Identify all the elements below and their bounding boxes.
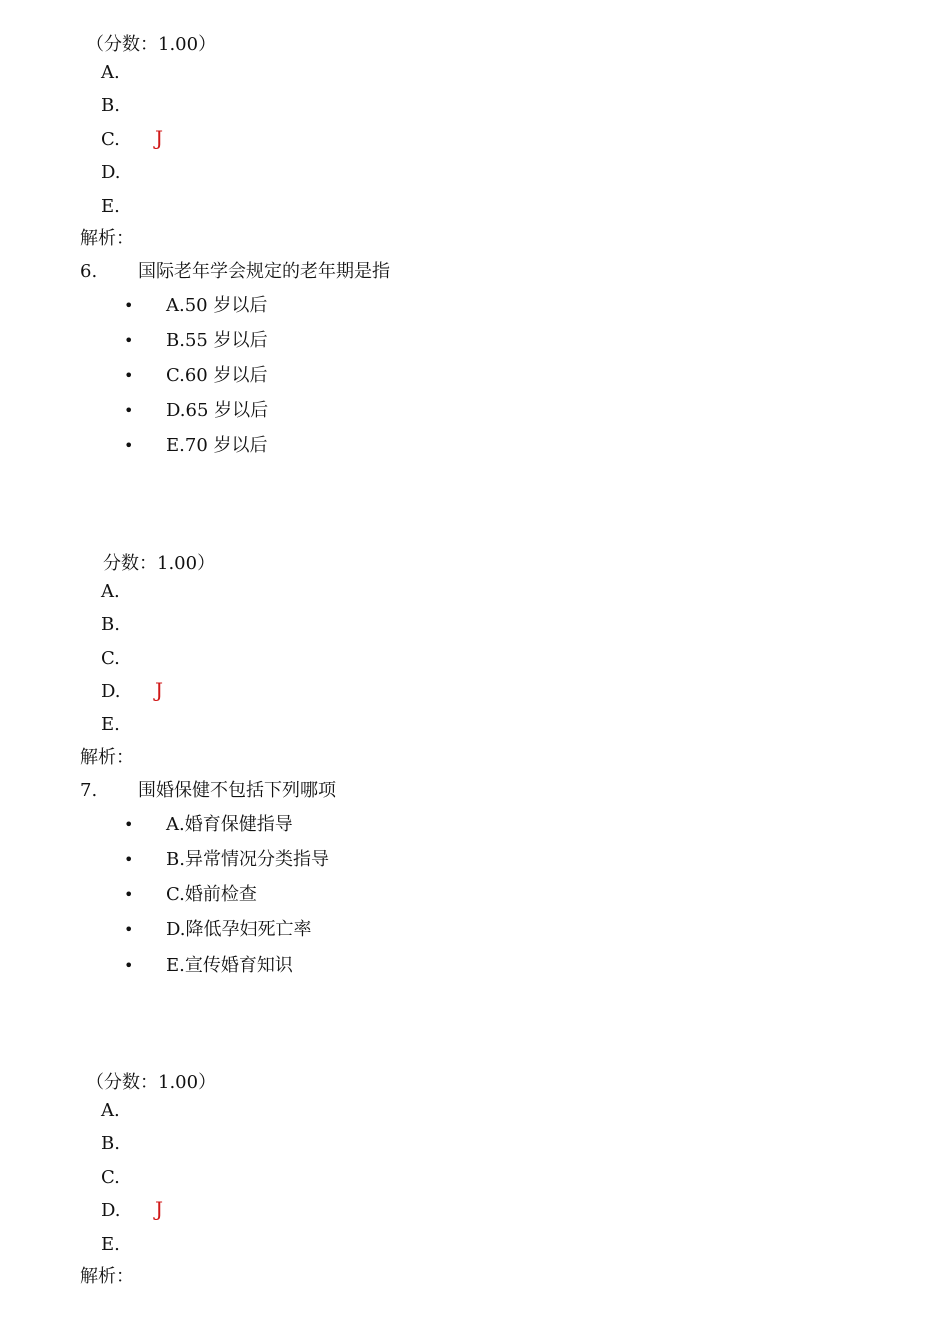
- option-e: E.: [101, 1234, 120, 1255]
- choice-item: E.70 岁以后: [166, 435, 268, 456]
- analysis-label: 解析：: [80, 1266, 134, 1287]
- score-label: 分数：1.00）: [103, 553, 216, 574]
- score-label: （分数：1.00）: [86, 1072, 217, 1093]
- analysis-label: 解析：: [80, 228, 134, 249]
- correct-mark-icon: J: [155, 1197, 164, 1221]
- correct-mark-icon: J: [155, 126, 164, 150]
- analysis-label: 解析：: [80, 747, 134, 768]
- option-d: D.: [101, 1200, 121, 1221]
- option-c: C.: [101, 129, 120, 150]
- option-e: E.: [101, 196, 120, 217]
- bullet-icon: •: [124, 401, 134, 420]
- question-number: 7.: [80, 780, 98, 801]
- bullet-icon: •: [124, 296, 134, 315]
- choice-item: A.婚育保健指导: [166, 814, 293, 835]
- choice-item: D.65 岁以后: [166, 400, 269, 421]
- option-a: A.: [101, 62, 120, 83]
- option-a: A.: [101, 581, 120, 602]
- correct-mark-icon: J: [155, 678, 164, 702]
- choice-item: B.异常情况分类指导: [166, 849, 329, 870]
- score-label: （分数：1.00）: [86, 34, 217, 55]
- option-a: A.: [101, 1100, 120, 1121]
- option-d: D.: [101, 162, 121, 183]
- option-b: B.: [101, 1133, 120, 1154]
- option-b: B.: [101, 95, 120, 116]
- choice-item: D.降低孕妇死亡率: [166, 919, 312, 940]
- choice-item: E.宣传婚育知识: [166, 955, 293, 976]
- option-c: C.: [101, 648, 120, 669]
- choice-item: B.55 岁以后: [166, 330, 268, 351]
- question-number: 6.: [80, 261, 98, 282]
- option-b: B.: [101, 614, 120, 635]
- bullet-icon: •: [124, 850, 134, 869]
- bullet-icon: •: [124, 815, 134, 834]
- option-c: C.: [101, 1167, 120, 1188]
- bullet-icon: •: [124, 956, 134, 975]
- option-e: E.: [101, 714, 120, 735]
- bullet-icon: •: [124, 436, 134, 455]
- option-d: D.: [101, 681, 121, 702]
- bullet-icon: •: [124, 920, 134, 939]
- question-text: 国际老年学会规定的老年期是指: [138, 261, 390, 282]
- bullet-icon: •: [124, 885, 134, 904]
- choice-item: C.60 岁以后: [166, 365, 268, 386]
- question-text: 围婚保健不包括下列哪项: [138, 780, 336, 801]
- choice-item: C.婚前检查: [166, 884, 257, 905]
- choice-item: A.50 岁以后: [166, 295, 268, 316]
- bullet-icon: •: [124, 331, 134, 350]
- bullet-icon: •: [124, 366, 134, 385]
